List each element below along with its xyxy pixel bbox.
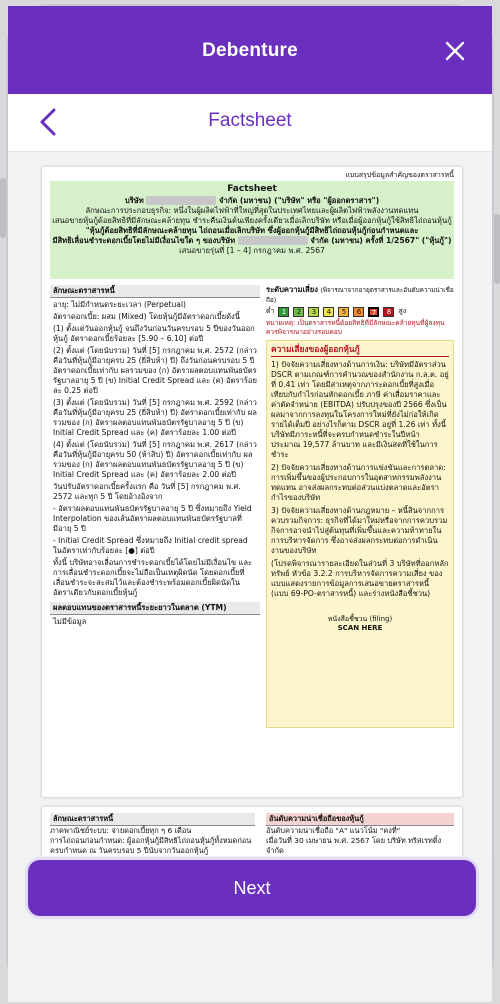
- doc-right-column: [266, 285, 454, 790]
- doc-top-right-label: แบบสรุปข้อมูลสำคัญของตราสารหนี้: [345, 171, 454, 179]
- feature-line: - อัตราผลตอบแทนพันธบัตรรัฐบาลอายุ 5 ปี ซึ่งหมายถึง Yield Interpolation ของเส้นอัตราผลตอบแทนพันธบัตรรัฐบาลที่มีอายุ 5 ปี: [53, 504, 252, 534]
- redacted-company-name-2: [238, 236, 308, 245]
- doc-company-line: [50, 196, 454, 206]
- risk-scale-note: (พิจารณาจากอายุตราสารและอันดับความน่าเชื่อถือ): [266, 286, 454, 305]
- nav-bar: [8, 94, 492, 152]
- doc-sub-5: เสนอขายรุ่นที่ [1 – 4] กรกฎาคม พ.ศ. 2567: [179, 245, 325, 255]
- risk-scale-header: [266, 285, 454, 305]
- risk-level-2: 2: [293, 307, 304, 317]
- section-heading-yield: ผลตอบแทนของตราสารหนี้ระยะยาวในตลาด (YTM): [50, 602, 260, 615]
- risk-level-8: 8: [383, 307, 394, 317]
- doc-left-column: [50, 285, 260, 790]
- doc-sub-1: ลักษณะการประกอบธุรกิจ: หนึ่งในผู้ผลิตไฟฟ้าที่ใหญ่ที่สุดในประเทศไทยและผู้ผลิตไฟฟ้าพลังงานทดแทน: [85, 205, 419, 215]
- feature-line: - Initial Credit Spread ซึ่งหมายถึง Initial credit spread ในอัตราเท่ากับร้อยละ [●] ต่อปี: [53, 536, 248, 556]
- close-icon: [440, 36, 470, 66]
- risk-level-1: 1: [278, 307, 289, 317]
- risk-item: 3) ปัจจัยความเสี่ยงทางด้านกฎหมาย – หนี้สินจากการควบรวมกิจการ: ธุรกิจที่ได้มาใหม่หรือจากการควบรวมกิจการอาจนำไปสู่ต้นทุนที่เพิ่มขึ้นและความท้าทายในการบริหารจัดการ ซึ่งอาจส่งผลกระทบต่อการดำเนินงานของบริษัท: [271, 505, 448, 555]
- risk-level-7-selected: 7: [368, 307, 379, 317]
- filing-qr-section: [271, 615, 449, 633]
- feature-line: วันปรับอัตราดอกเบี้ยครั้งแรก คือ วันที่ [5] กรกฎาคม พ.ศ. 2572 และทุก 5 ปี โดยอ้างอิงจาก: [53, 482, 241, 502]
- phone-frame: [6, 4, 494, 1000]
- redacted-company-name: [146, 196, 216, 205]
- issuer-risk-heading: ความเสี่ยงของผู้ออกหุ้นกู้: [271, 344, 449, 356]
- filing-scan-label: SCAN HERE: [337, 624, 383, 633]
- bottom-bar: [8, 856, 492, 1002]
- doc-sub-2: เสนอขายหุ้นกู้ด้อยสิทธิที่มีลักษณะคล้ายทุน ชำระคืนเงินต้นเพียงครั้งเดียวเมื่อเลิกบริษัท หรือเมื่อผู้ออกหุ้นกู้ใช้สิทธิไถ่ถอนหุ้นกู้: [52, 215, 452, 225]
- company-prefix: บริษัท: [124, 195, 144, 205]
- section-heading-features: ลักษณะตราสารหนี้: [50, 285, 260, 298]
- close-button[interactable]: [440, 36, 470, 66]
- doc-header: [50, 181, 454, 279]
- page2-left: [50, 813, 255, 856]
- page2-left-line: การไถ่ถอนก่อนกำหนด: ผู้ออกหุ้นกู้มีสิทธิไถ่ถอนหุ้นกู้ทั้งหมดก่อนครบกำหนด ณ วันครบรอบ 5 ปีนับจากวันออกหุ้นกู้: [50, 835, 252, 855]
- risk-item: (โปรดพิจารณารายละเอียดในส่วนที่ 3 บริษัทที่ออกหลักทรัพย์ หัวข้อ 3.2.2 การบริหารจัดการความเสี่ยง ของแบบแสดงรายการข้อมูลการเสนอขายตราสารหนี้ (แบบ 69-PO-ตราสารหนี้) และร่างหนังสือชี้ชวน): [271, 558, 449, 598]
- risk-item: 1) ปัจจัยความเสี่ยงทางด้านการเงิน: บริษัทมีอัตราส่วน DSCR ตามเกณฑ์การคำนวณของสำนักงาน ก.ล.ต. อยู่ที่ 0.41 เท่า โดยมีสาเหตุจากภาระดอกเบี้ยที่สูงเมื่อเทียบกับกำไรก่อนหักดอกเบี้ย ภาษี ค่าเสื่อมราคาและค่าตัดจำหน่าย (EBITDA) ปรับปรุงของปี 2566 ซึ่งเป็นผลมาจากการลงทุนในโครงการใหม่ที่ยังไม่ก่อให้เกิดรายได้เต็มปี อย่างไรก็ตาม DSCR อยู่ที่ 1.26 เท่า ทั้งนี้ บริษัทมีภาระหนี้ที่จะครบกำหนดชำระในปีหน้าประมาณ 19,577 ล้านบาท และมีเงินสดที่ใช้ในการชำระ: [271, 359, 449, 459]
- risk-scale-label: ระดับความเสี่ยง: [266, 285, 318, 294]
- doc-sub-4: [50, 236, 454, 246]
- page2-right-line: เมื่อวันที่ 30 เมษายน พ.ศ. 2567 โดย บริษัท ทริสเรทติ้ง จำกัด: [266, 835, 442, 855]
- page2-right-line: อันดับความน่าเชื่อถือ "A" แนวโน้ม "คงที่": [266, 825, 401, 835]
- features-text: [50, 298, 260, 602]
- filing-label: หนังสือชี้ชวน (filing): [327, 614, 393, 623]
- risk-item: 2) ปัจจัยความเสี่ยงทางด้านการแข่งขันและการตลาด: การเพิ่มขึ้นของผู้ประกอบการในอุตสาหกรรมพลังงานทดแทน อาจส่งผลกระทบต่อส่วนแบ่งตลาดและอัตรากำไรของบริษัท: [271, 462, 446, 502]
- doc-sub-3: "หุ้นกู้ด้อยสิทธิที่มีลักษณะคล้ายทุน ไถ่ถอนเมื่อเลิกบริษัท ซึ่งผู้ออกหุ้นกู้มีสิทธิไถ่ถอนหุ้นกู้ก่อนกำหนดและ: [85, 225, 419, 235]
- risk-level-5: 5: [338, 307, 349, 317]
- header-title: Debenture: [202, 40, 298, 61]
- feature-line: (4) ตั้งแต่ (โดยนับรวม) วันที่ [5] กรกฎาคม พ.ศ. 2617 (กล่าวคือวันที่หุ้นกู้มีอายุครบ 50 (ห้าสิบ) ปี) อัตราดอกเบี้ยเท่ากับ ผลรวมของ (ก) อัตราผลตอบแทนพันธบัตรรัฐบาลอายุ 5 ปี (ข) Initial Credit Spread และ (ค) อัตราร้อยละ 2.00 ต่อปี: [53, 440, 257, 480]
- feature-line: (1) ตั้งแต่วันออกหุ้นกู้ จนถึงวันก่อนวันครบรอบ 5 ปีของวันออกหุ้นกู้ อัตราดอกเบี้ยร้อยละ [5.90 – 6.10] ต่อปี: [53, 324, 255, 344]
- page2-left-heading: ลักษณะตราสารหนี้: [50, 813, 255, 826]
- risk-scale-warning: หมายเหตุ: เป็นตราสารหนี้ด้อยสิทธิที่มีลักษณะคล้ายทุนที่ผู้ลงทุนควรพิจารณาอย่างรอบคอบ: [266, 319, 445, 336]
- doc-heading: Factsheet: [227, 184, 277, 194]
- feature-line: (2) ตั้งแต่ (โดยนับรวม) วันที่ [5] กรกฎาคม พ.ศ. 2572 (กล่าวคือวันที่หุ้นกู้มีอายุครบ 25 (ยี่สิบห้า) ปี) ถึงวันก่อนครบรอบ 5 ปี อัตราดอกเบี้ยเท่ากับ ผลรวมของ (ก) อัตราผลตอบแทนพันธบัตรรัฐบาลอายุ 5 ปี (ข) Initial Credit Spread และ (ค) อัตราร้อยละ 0.25 ต่อปี: [53, 346, 257, 396]
- feature-line: อายุ: ไม่มีกำหนดระยะเวลา (Perpetual): [53, 300, 187, 310]
- doc-sub-4a: มีสิทธิเลื่อนชำระดอกเบี้ยโดยไม่มีเงื่อนไขใด ๆ ของบริษัท: [52, 235, 236, 245]
- doc-sub-4b: จำกัด (มหาชน) ครั้งที่ 1/2567" ("หุ้นกู้"): [310, 235, 452, 245]
- page2-left-line: ภาคพาณิชย์ระบบ: จ่ายดอกเบี้ยทุก ๆ 6 เดือน: [50, 825, 192, 835]
- factsheet-viewer[interactable]: [8, 153, 492, 856]
- risk-level-3: 3: [308, 307, 319, 317]
- feature-line: ทั้งนี้ บริษัทอาจเลื่อนการชำระดอกเบี้ยได้โดยไม่มีเงื่อนไข และการเลื่อนชำระดอกเบี้ยจะไม่ถือเป็นเหตุผิดนัด โดยดอกเบี้ยที่เลื่อนชำระจะสะสมไว้และต้องชำระพร้อมดอกเบี้ยผิดนัดในอัตราเดียวกับดอกเบี้ยหุ้นกู้: [53, 558, 253, 598]
- feature-line: อัตราดอกเบี้ย: ผสม (Mixed) โดยหุ้นกู้มีอัตราดอกเบี้ยดังนี้: [53, 312, 240, 322]
- yield-value: ไม่มีข้อมูล: [53, 617, 87, 627]
- page-title: Factsheet: [208, 110, 292, 131]
- issuer-risk-box: [266, 340, 454, 728]
- feature-line: (3) ตั้งแต่ (โดยนับรวม) วันที่ [5] กรกฎาคม พ.ศ. 2592 (กล่าวคือวันที่หุ้นกู้มีอายุครบ 25 (ยี่สิบห้า) ปี) อัตราดอกเบี้ยเท่ากับ ผลรวมของ (ก) อัตราผลตอบแทนพันธบัตรรัฐบาลอายุ 5 ปี (ข) Initial Credit Spread และ (ค) อัตราร้อยละ 1.00 ต่อปี: [53, 398, 257, 438]
- next-button[interactable]: Next: [28, 860, 476, 916]
- company-suffix: จำกัด (มหาชน) ("บริษัท" หรือ "ผู้ออกตราสาร"): [219, 195, 380, 205]
- factsheet-page-1: [42, 167, 462, 797]
- header-bar: [8, 6, 492, 94]
- risk-level-6: 6: [353, 307, 364, 317]
- page2-right-heading: อันดับความน่าเชื่อถือของหุ้นกู้: [266, 813, 454, 826]
- risk-level-4: 4: [323, 307, 334, 317]
- risk-scale: ต่ำ 1 2 3 4 5 6 7 8 สูง: [266, 307, 407, 318]
- side-button-right: [494, 214, 500, 284]
